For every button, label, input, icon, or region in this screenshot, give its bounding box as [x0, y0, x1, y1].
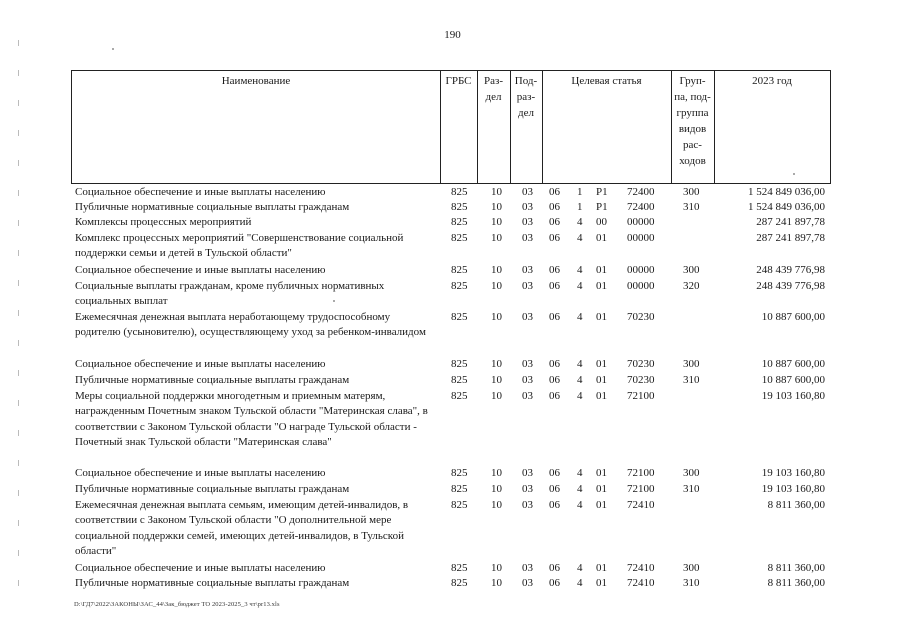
row-amount: 248 439 776,98 — [756, 280, 825, 292]
row-vr: 310 — [683, 577, 700, 589]
row-pr: 03 — [522, 499, 533, 511]
row-c4: 00000 — [627, 232, 655, 244]
row-grbs: 825 — [451, 232, 468, 244]
row-c2: 4 — [577, 467, 583, 479]
row-c3: P1 — [596, 186, 608, 198]
row-c1: 06 — [549, 562, 560, 574]
row-name: Социальное обеспечение и иные выплаты населению — [75, 358, 326, 370]
row-pr: 03 — [522, 467, 533, 479]
header-target: Целевая статья — [571, 75, 642, 87]
row-c3: 01 — [596, 483, 607, 495]
row-grbs: 825 — [451, 264, 468, 276]
row-c3: 01 — [596, 562, 607, 574]
row-c4: 72410 — [627, 499, 655, 511]
row-vr: 300 — [683, 467, 700, 479]
row-c4: 72400 — [627, 201, 655, 213]
table-row — [0, 231, 905, 262]
row-vr: 310 — [683, 201, 700, 213]
row-c3: 01 — [596, 390, 607, 402]
row-amount: 287 241 897,78 — [756, 216, 825, 228]
row-vr: 310 — [683, 374, 700, 386]
row-rz: 10 — [491, 499, 502, 511]
row-c4: 72100 — [627, 467, 655, 479]
row-name: Социальное обеспечение и иные выплаты населению — [75, 186, 326, 198]
header-razdel-line: Раз- — [483, 75, 503, 87]
row-pr: 03 — [522, 232, 533, 244]
row-rz: 10 — [491, 280, 502, 292]
row-rz: 10 — [491, 374, 502, 386]
row-rz: 10 — [491, 467, 502, 479]
row-pr: 03 — [522, 577, 533, 589]
row-c4: 70230 — [627, 311, 655, 323]
row-c2: 1 — [577, 201, 583, 213]
row-c2: 4 — [577, 483, 583, 495]
row-rz: 10 — [491, 483, 502, 495]
header-podrazdel-line: дел — [518, 107, 534, 119]
row-rz: 10 — [491, 358, 502, 370]
row-vr: 300 — [683, 358, 700, 370]
row-c2: 1 — [577, 186, 583, 198]
header-group-line: группа — [676, 107, 709, 119]
header-podrazdel-line: Под- — [514, 75, 538, 87]
row-c3: 01 — [596, 311, 607, 323]
row-c4: 00000 — [627, 280, 655, 292]
row-c3: 01 — [596, 577, 607, 589]
row-c4: 70230 — [627, 358, 655, 370]
file-path-footer: D:\ГД7\2022\ЗАКОНЫ\ЗАС_44\Зак_бюджет ТО 2023-2025_3 чт\pr13.xls — [74, 601, 280, 608]
row-name: Ежемесячная денежная выплата семьям, имеющим детей-инвалидов, в соответствии с Законом Тульской области "О дополнительной мере социальной поддержки семей, имеющих детей-инвалидов, в Тульской области" — [75, 499, 409, 558]
header-group-line: Груп- — [679, 75, 706, 87]
row-c1: 06 — [549, 264, 560, 276]
row-vr: 320 — [683, 280, 700, 292]
row-grbs: 825 — [451, 483, 468, 495]
row-grbs: 825 — [451, 216, 468, 228]
row-name: Публичные нормативные социальные выплаты гражданам — [75, 201, 350, 213]
row-c2: 4 — [577, 374, 583, 386]
table-row — [0, 185, 905, 200]
header-group-line: видов — [678, 123, 707, 135]
row-amount: 19 103 160,80 — [761, 390, 825, 402]
row-c4: 00000 — [627, 216, 655, 228]
row-c3: 01 — [596, 280, 607, 292]
row-pr: 03 — [522, 311, 533, 323]
header-group-line: ходов — [679, 155, 706, 167]
row-amount: 8 811 360,00 — [767, 577, 825, 589]
row-rz: 10 — [491, 216, 502, 228]
row-amount: 10 887 600,00 — [761, 374, 825, 386]
scan-speck — [793, 173, 795, 175]
table-row — [0, 200, 905, 215]
scan-speck — [112, 48, 114, 50]
row-c2: 4 — [577, 280, 583, 292]
row-amount: 1 524 849 036,00 — [748, 201, 825, 213]
header-year: 2023 год — [752, 75, 792, 87]
row-c1: 06 — [549, 467, 560, 479]
row-c2: 4 — [577, 264, 583, 276]
row-c1: 06 — [549, 358, 560, 370]
row-amount: 10 887 600,00 — [761, 311, 825, 323]
row-pr: 03 — [522, 201, 533, 213]
row-grbs: 825 — [451, 499, 468, 511]
row-rz: 10 — [491, 311, 502, 323]
row-c1: 06 — [549, 280, 560, 292]
row-rz: 10 — [491, 232, 502, 244]
table-row — [0, 466, 905, 481]
row-pr: 03 — [522, 264, 533, 276]
row-c2: 4 — [577, 499, 583, 511]
table-row — [0, 279, 905, 310]
row-pr: 03 — [522, 483, 533, 495]
row-rz: 10 — [491, 201, 502, 213]
row-name: Ежемесячная денежная выплата неработающему трудоспособному родителю (усыновителю), осуществляющему уход за ребенком-инвалидом — [75, 311, 426, 339]
row-c3: 01 — [596, 232, 607, 244]
row-c1: 06 — [549, 374, 560, 386]
table-header — [71, 70, 831, 184]
row-name: Меры социальной поддержки многодетным и приемным матерям, награжденным Почетным знаком Тульской области "Материнская слава", в соответствии с Законом Тульской области "О награде Тульской области - Почетный знак Тульской области "Материнская слава" — [75, 390, 428, 449]
header-group-line: па, под- — [674, 91, 711, 103]
row-grbs: 825 — [451, 562, 468, 574]
row-pr: 03 — [522, 280, 533, 292]
page-number: 190 — [444, 29, 461, 41]
table-row — [0, 498, 905, 560]
row-c3: 01 — [596, 499, 607, 511]
row-amount: 1 524 849 036,00 — [748, 186, 825, 198]
row-name: Комплексы процессных мероприятий — [75, 216, 252, 228]
row-amount: 8 811 360,00 — [767, 499, 825, 511]
row-c4: 72400 — [627, 186, 655, 198]
row-c1: 06 — [549, 483, 560, 495]
row-name: Социальное обеспечение и иные выплаты населению — [75, 467, 326, 479]
table-row — [0, 310, 905, 356]
row-amount: 287 241 897,78 — [756, 232, 825, 244]
row-amount: 19 103 160,80 — [761, 483, 825, 495]
row-grbs: 825 — [451, 374, 468, 386]
row-c3: 01 — [596, 467, 607, 479]
row-pr: 03 — [522, 390, 533, 402]
table-row — [0, 389, 905, 466]
row-c1: 06 — [549, 390, 560, 402]
header-group-line: рас- — [683, 139, 702, 151]
row-grbs: 825 — [451, 201, 468, 213]
row-c2: 4 — [577, 562, 583, 574]
table-row — [0, 357, 905, 372]
row-c3: 01 — [596, 374, 607, 386]
row-name: Публичные нормативные социальные выплаты гражданам — [75, 577, 350, 589]
row-c1: 06 — [549, 499, 560, 511]
row-rz: 10 — [491, 577, 502, 589]
row-grbs: 825 — [451, 467, 468, 479]
table-row — [0, 482, 905, 497]
row-name: Социальные выплаты гражданам, кроме публичных нормативных социальных выплат — [75, 280, 385, 308]
row-grbs: 825 — [451, 311, 468, 323]
row-amount: 8 811 360,00 — [767, 562, 825, 574]
row-name: Социальное обеспечение и иные выплаты населению — [75, 264, 326, 276]
row-c4: 72100 — [627, 483, 655, 495]
row-c2: 4 — [577, 311, 583, 323]
row-vr: 300 — [683, 562, 700, 574]
table-row — [0, 561, 905, 576]
row-rz: 10 — [491, 186, 502, 198]
row-pr: 03 — [522, 374, 533, 386]
row-rz: 10 — [491, 562, 502, 574]
row-vr: 300 — [683, 186, 700, 198]
row-rz: 10 — [491, 264, 502, 276]
row-c3: 01 — [596, 358, 607, 370]
row-c2: 4 — [577, 358, 583, 370]
table-row — [0, 263, 905, 278]
row-grbs: 825 — [451, 186, 468, 198]
row-grbs: 825 — [451, 390, 468, 402]
row-c2: 4 — [577, 232, 583, 244]
row-pr: 03 — [522, 216, 533, 228]
row-c3: 01 — [596, 264, 607, 276]
table-row — [0, 576, 905, 591]
header-podrazdel — [510, 73, 542, 121]
row-vr: 310 — [683, 483, 700, 495]
row-c2: 4 — [577, 390, 583, 402]
scan-speck — [333, 300, 335, 302]
row-c4: 00000 — [627, 264, 655, 276]
row-rz: 10 — [491, 390, 502, 402]
row-c4: 72410 — [627, 577, 655, 589]
row-grbs: 825 — [451, 577, 468, 589]
row-pr: 03 — [522, 186, 533, 198]
row-vr: 300 — [683, 264, 700, 276]
header-razdel — [477, 73, 510, 105]
row-pr: 03 — [522, 562, 533, 574]
header-razdel-line: дел — [485, 91, 502, 103]
row-pr: 03 — [522, 358, 533, 370]
row-amount: 10 887 600,00 — [761, 358, 825, 370]
row-c2: 4 — [577, 216, 583, 228]
row-c2: 4 — [577, 577, 583, 589]
row-name: Социальное обеспечение и иные выплаты населению — [75, 562, 326, 574]
row-c4: 70230 — [627, 374, 655, 386]
row-name: Публичные нормативные социальные выплаты гражданам — [75, 374, 350, 386]
header-grbs: ГРБС — [445, 75, 472, 87]
header-podrazdel-line: раз- — [516, 91, 536, 103]
row-grbs: 825 — [451, 280, 468, 292]
row-c1: 06 — [549, 216, 560, 228]
header-name: Наименование — [221, 75, 291, 87]
row-amount: 248 439 776,98 — [756, 264, 825, 276]
row-c4: 72410 — [627, 562, 655, 574]
row-c4: 72100 — [627, 390, 655, 402]
row-name: Публичные нормативные социальные выплаты гражданам — [75, 483, 350, 495]
row-amount: 19 103 160,80 — [761, 467, 825, 479]
row-c3: P1 — [596, 201, 608, 213]
row-name: Комплекс процессных мероприятий "Совершенствование социальной поддержки семьи и детей в Тульской области" — [75, 232, 404, 260]
header-group — [671, 73, 714, 169]
row-c1: 06 — [549, 232, 560, 244]
table-row — [0, 373, 905, 388]
row-c1: 06 — [549, 577, 560, 589]
row-c1: 06 — [549, 311, 560, 323]
row-c1: 06 — [549, 186, 560, 198]
row-c1: 06 — [549, 201, 560, 213]
row-grbs: 825 — [451, 358, 468, 370]
table-row — [0, 215, 905, 230]
row-c3: 00 — [596, 216, 607, 228]
